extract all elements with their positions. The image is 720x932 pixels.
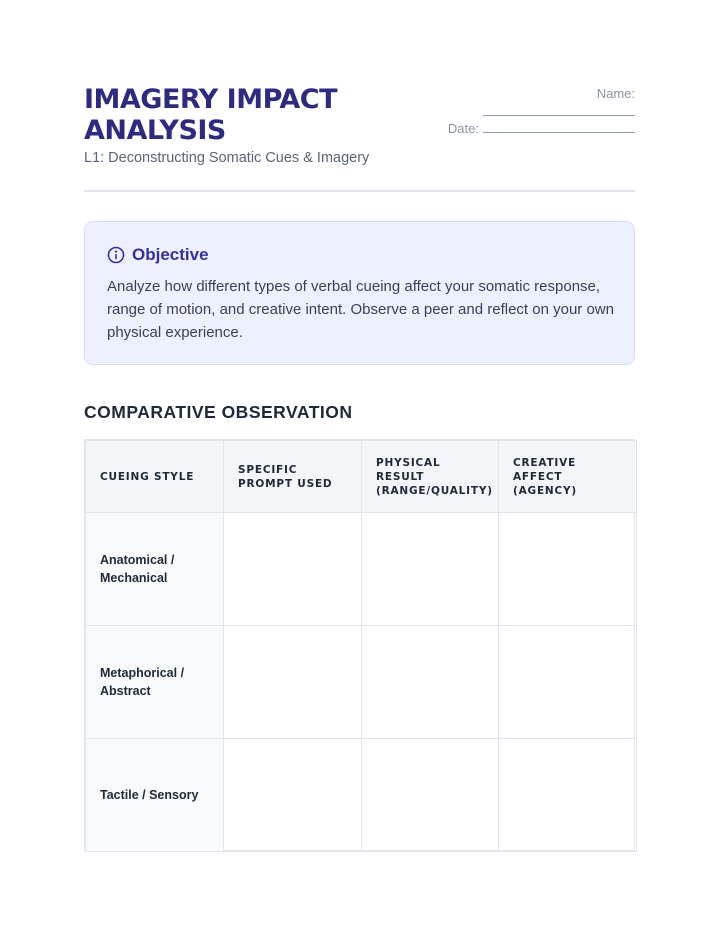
name-label: Name: (596, 86, 635, 101)
name-line[interactable] (483, 115, 635, 116)
column-header: CREATIVE AFFECT (AGENCY) (499, 441, 637, 513)
row-label: Metaphorical / Abstract (86, 626, 224, 739)
objective-title: Objective (132, 245, 209, 264)
objective-heading (107, 245, 209, 265)
title-line-2: ANALYSIS (84, 115, 226, 146)
section-title: COMPARATIVE OBSERVATION (84, 402, 353, 422)
response-cell[interactable] (224, 513, 362, 626)
objective-box (84, 221, 635, 365)
header-divider (84, 190, 635, 192)
row-label: Anatomical / Mechanical (86, 513, 224, 626)
response-cell[interactable] (362, 626, 499, 739)
response-cell[interactable] (362, 739, 499, 852)
table-row (86, 513, 637, 626)
row-label: Tactile / Sensory (86, 739, 224, 852)
worksheet-subtitle: L1: Deconstructing Somatic Cues & Imagery (84, 150, 370, 166)
table-row (86, 626, 637, 739)
column-header: SPECIFIC PROMPT USED (224, 441, 362, 513)
response-cell[interactable] (362, 513, 499, 626)
table-row (86, 739, 637, 852)
response-cell[interactable] (499, 626, 637, 739)
observation-table (84, 439, 635, 851)
title-line-1: IMAGERY IMPACT (84, 84, 338, 115)
info-icon (107, 246, 125, 264)
date-label: Date: (447, 121, 479, 136)
worksheet-title (84, 84, 384, 146)
objective-text: Analyze how different types of verbal cueing affect your somatic response, range of motion, and creative intent. Observe a peer and reflect on your own physical experience. (107, 278, 614, 341)
worksheet-header (84, 84, 635, 192)
response-cell[interactable] (499, 739, 637, 852)
response-cell[interactable] (224, 739, 362, 852)
response-cell[interactable] (224, 626, 362, 739)
column-header: PHYSICAL RESULT (RANGE/QUALITY) (362, 441, 499, 513)
name-date-fields (435, 84, 635, 144)
table-header-row (86, 441, 637, 513)
date-line[interactable] (483, 132, 635, 133)
response-cell[interactable] (499, 513, 637, 626)
column-header: CUEING STYLE (86, 441, 224, 513)
